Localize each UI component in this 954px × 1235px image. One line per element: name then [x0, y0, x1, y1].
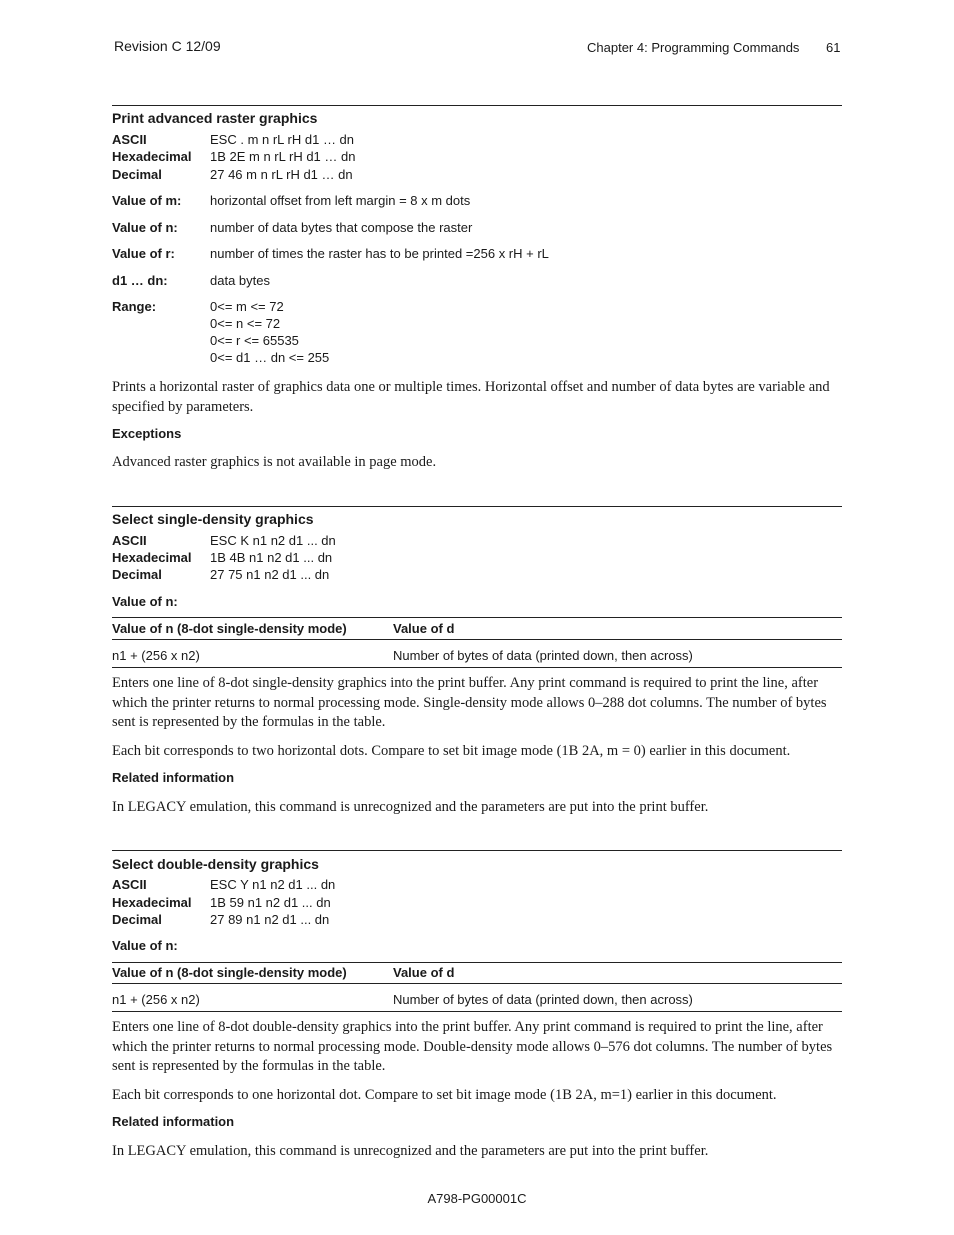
param-label: Decimal: [112, 567, 162, 582]
param-value: horizontal offset from left margin = 8 x m dots: [210, 193, 471, 208]
description-paragraph: Each bit corresponds to two horizontal dots. Compare to set bit image mode (1B 2A, m = 0) earlier in this document.: [112, 743, 791, 759]
table-top-rule: [112, 617, 842, 618]
param-value: ESC . m n rL rH d1 … dn: [210, 132, 355, 147]
section-divider: [112, 105, 842, 106]
description-paragraph: Prints a horizontal raster of graphics data one or multiple times. Horizontal offset and number of data bytes are variable and specified by parameters.: [112, 379, 830, 415]
param-label: Decimal: [112, 167, 162, 182]
table-header-rule: [112, 983, 842, 984]
param-label: Value of m:: [112, 193, 182, 208]
table-cell: Number of bytes of data (printed down, then across): [393, 648, 693, 663]
section-divider: [112, 506, 842, 507]
section-divider: [112, 850, 842, 851]
section-title-advanced-raster: Print advanced raster graphics: [112, 110, 318, 126]
table-header-cell: Value of n (8-dot single-density mode): [112, 621, 347, 636]
table-bottom-rule: [112, 1011, 842, 1012]
param-label: Hexadecimal: [112, 895, 192, 910]
param-value: 0<= n <= 72: [210, 316, 281, 331]
exceptions-heading: Exceptions: [112, 426, 182, 441]
related-info-paragraph: In LEGACY emulation, this command is unrecognized and the parameters are put into the print buffer.: [112, 799, 709, 815]
param-label: Value of n:: [112, 220, 178, 235]
param-value: ESC Y n1 n2 d1 ... dn: [210, 877, 336, 892]
param-label: ASCII: [112, 877, 147, 892]
value-of-n-label: Value of n:: [112, 938, 178, 953]
description-paragraph: Each bit corresponds to one horizontal dot. Compare to set bit image mode (1B 2A, m=1) earlier in this document.: [112, 1087, 777, 1103]
page-number: 61: [826, 40, 841, 55]
description-paragraph: Enters one line of 8-dot single-density graphics into the print buffer. Any print command is required to print the line, after which the printer returns to normal processing mode. Single-density mode allows 0–288 dot columns. The number of bytes sent is represented by the formulas in the table.: [112, 675, 827, 730]
param-value: 0<= d1 … dn <= 255: [210, 350, 330, 365]
document-id: A798-PG00001C: [427, 1191, 527, 1206]
param-value: 0<= r <= 65535: [210, 333, 299, 348]
section-title-single-density: Select single-density graphics: [112, 511, 314, 527]
param-value: 1B 4B n1 n2 d1 ... dn: [210, 550, 333, 565]
param-label: ASCII: [112, 533, 147, 548]
param-value: 27 89 n1 n2 d1 ... dn: [210, 912, 330, 927]
table-cell: n1 + (256 x n2): [112, 648, 200, 663]
param-label: Hexadecimal: [112, 550, 192, 565]
table-header-cell: Value of n (8-dot single-density mode): [112, 965, 347, 980]
table-top-rule: [112, 962, 842, 963]
related-info-heading: Related information: [112, 770, 235, 785]
param-label: Value of r:: [112, 246, 175, 261]
value-of-n-label: Value of n:: [112, 594, 178, 609]
param-value: 27 46 m n rL rH d1 … dn: [210, 167, 353, 182]
param-label: Range:: [112, 299, 157, 314]
table-header-rule: [112, 639, 842, 640]
param-label: Hexadecimal: [112, 149, 192, 164]
param-value: 27 75 n1 n2 d1 ... dn: [210, 567, 330, 582]
description-paragraph: Enters one line of 8-dot double-density graphics into the print buffer. Any print command is required to print the line, after which the printer returns to normal processing mode. Double-density mode allows 0–576 dot columns. The number of bytes sent is represented by the formulas in the table.: [112, 1019, 833, 1074]
exceptions-paragraph: Advanced raster graphics is not available in page mode.: [112, 454, 437, 470]
table-cell: Number of bytes of data (printed down, then across): [393, 992, 693, 1007]
table-header-cell: Value of d: [393, 965, 455, 980]
related-info-paragraph: In LEGACY emulation, this command is unrecognized and the parameters are put into the print buffer.: [112, 1143, 709, 1159]
param-value: number of times the raster has to be printed =256 x rH + rL: [210, 246, 549, 261]
section-title-double-density: Select double-density graphics: [112, 856, 319, 872]
param-value: 1B 59 n1 n2 d1 ... dn: [210, 895, 331, 910]
chapter-title: Chapter 4: Programming Commands: [587, 40, 800, 55]
revision-label: Revision C 12/09: [114, 38, 221, 54]
param-label: d1 … dn:: [112, 273, 168, 288]
param-value: data bytes: [210, 273, 270, 288]
param-value: 0<= m <= 72: [210, 299, 284, 314]
table-bottom-rule: [112, 667, 842, 668]
param-value: 1B 2E m n rL rH d1 … dn: [210, 149, 356, 164]
related-info-heading: Related information: [112, 1114, 235, 1129]
param-value: number of data bytes that compose the raster: [210, 220, 473, 235]
param-label: Decimal: [112, 912, 162, 927]
param-value: ESC K n1 n2 d1 ... dn: [210, 533, 336, 548]
table-header-cell: Value of d: [393, 621, 455, 636]
param-label: ASCII: [112, 132, 147, 147]
table-cell: n1 + (256 x n2): [112, 992, 200, 1007]
